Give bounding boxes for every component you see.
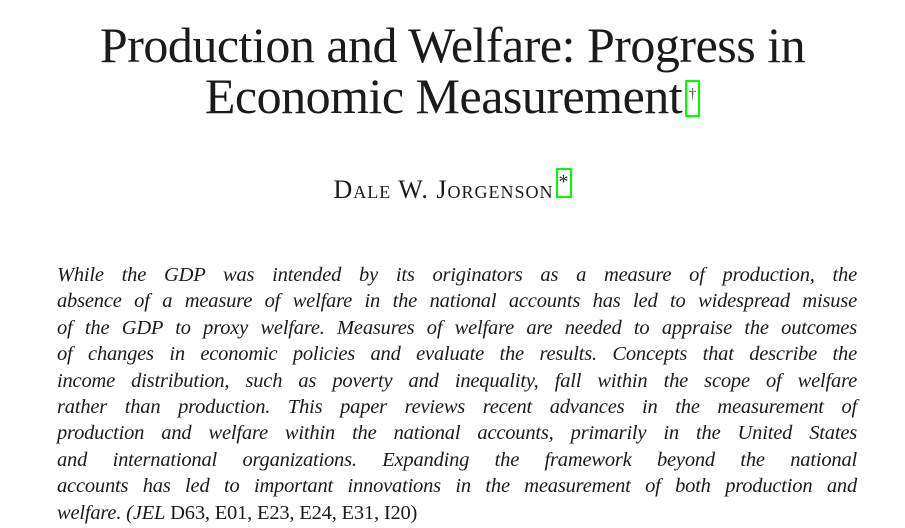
dagger-icon: † — [688, 86, 697, 102]
paper-title — [0, 17, 905, 124]
abstract-line: absence of a measure of welfare in the national accounts has led to widespread misuse — [57, 290, 857, 313]
abstract-line: rather than production. This paper reviews recent advances in the measurement of — [57, 395, 857, 418]
abstract-line: production and welfare within the national accounts, primarily in the United States — [57, 422, 857, 445]
paper-title-line2-text: Economic Measurement — [204, 68, 683, 124]
paper-title-line2 — [0, 68, 905, 124]
jel-codes: D63, E01, E23, E24, E31, I20) — [165, 501, 418, 524]
abstract-line: accounts has led to important innovations in the measurement of both production and — [57, 475, 857, 498]
author-name: Dale W. Jorgenson — [333, 175, 554, 204]
abstract-line: and international organizations. Expanding the framework beyond the national — [57, 448, 857, 471]
abstract-line: While the GDP was intended by its originators as a measure of production, the — [57, 264, 857, 286]
author-line — [0, 168, 905, 206]
paper-title-line1: Production and Welfare: Progress in — [99, 17, 806, 73]
abstract-line: of the GDP to proxy welfare. Measures of welfare are needed to appraise the outcomes — [57, 316, 857, 339]
abstract — [57, 262, 857, 526]
abstract-last-line — [57, 500, 857, 526]
title-footnote-link-box[interactable] — [685, 80, 700, 117]
asterisk-icon: * — [558, 171, 569, 193]
abstract-line: of changes in economic policies and evaluate the results. Concepts that describe the — [57, 343, 857, 366]
jel-label: JEL — [132, 501, 166, 524]
author-footnote-link-box[interactable] — [556, 168, 572, 198]
abstract-line: income distribution, such as poverty and inequality, fall within the scope of welfare — [57, 369, 857, 392]
abstract-last-line-text: welfare. ( — [57, 501, 133, 524]
